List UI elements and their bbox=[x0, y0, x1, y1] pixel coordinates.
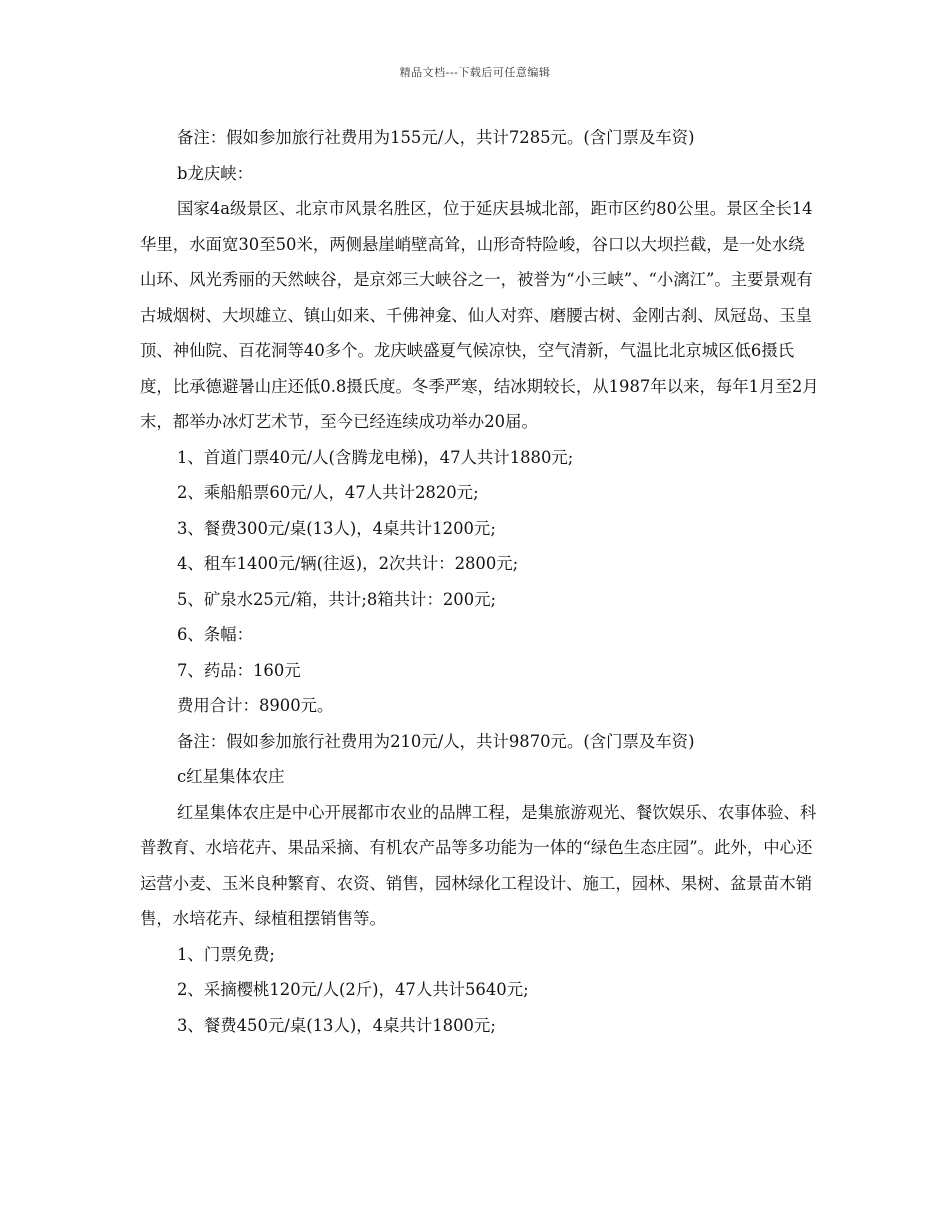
list-item: 1、门票免费; bbox=[177, 944, 275, 964]
remark-paragraph: 备注：假如参加旅行社费用为155元/人，共计7285元。(含门票及车资) bbox=[177, 128, 695, 147]
section-heading-b: b龙庆峡： bbox=[177, 163, 254, 183]
page-header: 精品文档---下载后可任意编辑 bbox=[399, 66, 551, 79]
list-item: 1、首道门票40元/人(含腾龙电梯)，47人共计1880元; bbox=[177, 447, 574, 467]
total-cost: 费用合计：8900元。 bbox=[177, 696, 334, 715]
remark-paragraph: 备注：假如参加旅行社费用为210元/人，共计9870元。(含门票及车资) bbox=[177, 731, 695, 751]
hongxing-farm-description: 红星集体农庄是中心开展都市农业的品牌工程，是集旅游观光、餐饮娱乐、农事体验、科普教育、水培花卉、果品采摘、有机农产品等多功能为一体的“绿色生态庄园”。此外，中心还运营小麦、玉米良种繁育、农资、销售，园林绿化工程设计、施工，园林、果树、盆景苗木销售，水培花卉、绿植租摆销售等。 bbox=[140, 802, 817, 928]
document-body bbox=[140, 120, 820, 1043]
list-item: 2、乘船船票60元/人，47人共计2820元; bbox=[177, 483, 479, 502]
list-item: 3、餐费450元/桌(13人)，4桌共计1800元; bbox=[177, 1015, 496, 1035]
list-item: 4、租车1400元/辆(往返)，2次共计：2800元; bbox=[177, 554, 519, 573]
list-item: 5、矿泉水25元/箱，共计;8箱共计：200元; bbox=[177, 589, 497, 609]
list-item: 2、采摘樱桃120元/人(2斤)，47人共计5640元; bbox=[177, 980, 529, 999]
list-item: 7、药品：160元 bbox=[177, 660, 301, 680]
section-heading-c: c红星集体农庄 bbox=[177, 767, 285, 786]
list-item: 6、条幅： bbox=[177, 625, 253, 644]
list-item: 3、餐费300元/桌(13人)，4桌共计1200元; bbox=[177, 518, 496, 538]
longqing-gorge-description: 国家4a级景区、北京市风景名胜区，位于延庆县城北部，距市区约80公里。景区全长14华里，水面宽30至50米，两侧悬崖峭壁高耸，山形奇特险峻，谷口以大坝拦截，是一处水绕山环、风光秀丽的天然峡谷，是京郊三大峡谷之一，被誉为“小三峡”、“小漓江”。主要景观有古城烟树、大坝雄立、镇山如来、千佛神龛、仙人对弈、磨腰古树、金刚古刹、凤冠岛、玉皇顶、神仙院、百花洞等40多个。龙庆峡盛夏气候凉快，空气清新，气温比北京城区低6摄氏度，比承德避暑山庄还低0.8摄氏度。冬季严寒，结冰期较长，从1987年以来，每年1月至2月末，都举办冰灯艺术节，至今已经连续成功举办20届。 bbox=[140, 199, 819, 431]
